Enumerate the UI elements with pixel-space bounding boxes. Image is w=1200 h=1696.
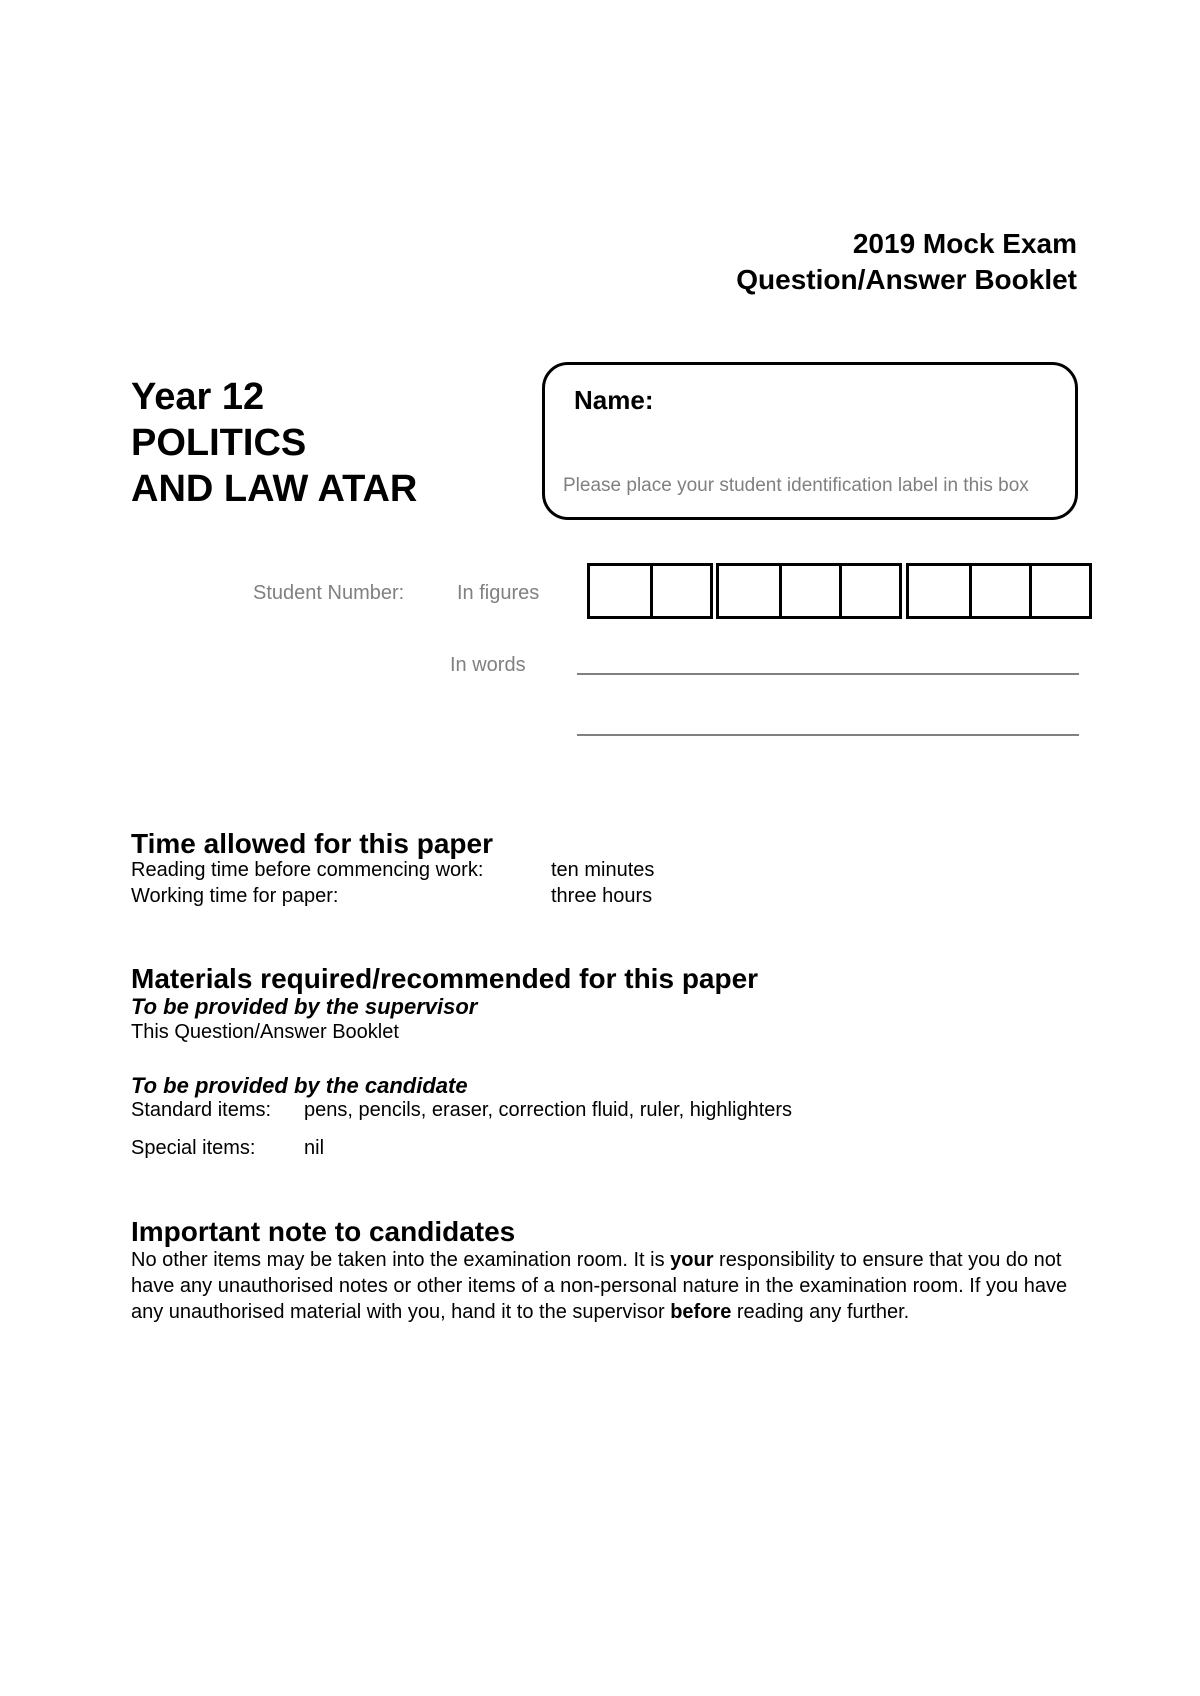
important-note-text (131, 1247, 1081, 1325)
subject-year: Year 12 (131, 376, 265, 418)
note-text-part-2: responsibility to ensure that you do not have any unauthorised notes or other items of a non-personal nature in the examination room. If you have any unauthorised material with you, hand it to the supervisor (131, 1249, 1068, 1323)
student-number-digit-7[interactable] (969, 566, 1029, 616)
subject-name-line1: POLITICS (131, 422, 307, 464)
subject-title (131, 374, 417, 512)
candidate-subheading: To be provided by the candidate (131, 1073, 468, 1098)
special-items-value: nil (304, 1137, 325, 1159)
booklet-title: Question/Answer Booklet (736, 264, 1077, 295)
standard-items-row (131, 1097, 792, 1123)
special-items-label: Special items: (131, 1137, 256, 1159)
student-number-group-3 (906, 563, 1092, 619)
note-emphasis-your: your (670, 1249, 714, 1271)
student-number-digit-8[interactable] (1029, 566, 1089, 616)
materials-heading: Materials required/recommended for this paper (131, 963, 759, 994)
reading-time-row (131, 857, 654, 883)
student-number-digit-2[interactable] (650, 566, 710, 616)
note-text-part-1: No other items may be taken into the examination room. It is (131, 1249, 671, 1271)
in-words-line-2[interactable] (577, 734, 1079, 736)
standard-items-value: pens, pencils, eraser, correction fluid, ruler, highlighters (304, 1099, 793, 1121)
name-label: Name: (574, 385, 654, 415)
reading-time-value: ten minutes (551, 859, 655, 881)
supervisor-subheading: To be provided by the supervisor (131, 994, 478, 1019)
subject-name-line2: AND LAW ATAR (131, 468, 418, 510)
working-time-value: three hours (551, 885, 653, 907)
student-number-digit-5[interactable] (839, 566, 899, 616)
note-text-part-3: reading any further. (731, 1301, 910, 1323)
student-number-group-2 (716, 563, 902, 619)
student-number-digit-6[interactable] (909, 566, 969, 616)
in-words-line-1[interactable] (577, 673, 1079, 675)
special-items-row (131, 1135, 324, 1161)
student-number-digit-4[interactable] (779, 566, 839, 616)
in-words-label: In words (450, 654, 526, 676)
label-placement-hint: Please place your student identification label in this box (563, 475, 1029, 496)
standard-items-label: Standard items: (131, 1099, 272, 1121)
important-note-heading: Important note to candidates (131, 1216, 516, 1247)
working-time-row (131, 883, 652, 909)
student-number-digit-1[interactable] (590, 566, 650, 616)
student-number-group-1 (587, 563, 713, 619)
exam-title: 2019 Mock Exam (852, 228, 1077, 259)
note-emphasis-before: before (670, 1301, 732, 1323)
working-time-label: Working time for paper: (131, 885, 339, 907)
student-number-label: Student Number: (253, 582, 405, 604)
exam-header (736, 226, 1077, 298)
in-figures-label: In figures (457, 582, 540, 604)
student-number-digit-3[interactable] (719, 566, 779, 616)
supervisor-item: This Question/Answer Booklet (131, 1021, 399, 1043)
name-label-box[interactable] (542, 362, 1078, 520)
time-allowed-heading: Time allowed for this paper (131, 828, 494, 859)
reading-time-label: Reading time before commencing work: (131, 859, 484, 881)
